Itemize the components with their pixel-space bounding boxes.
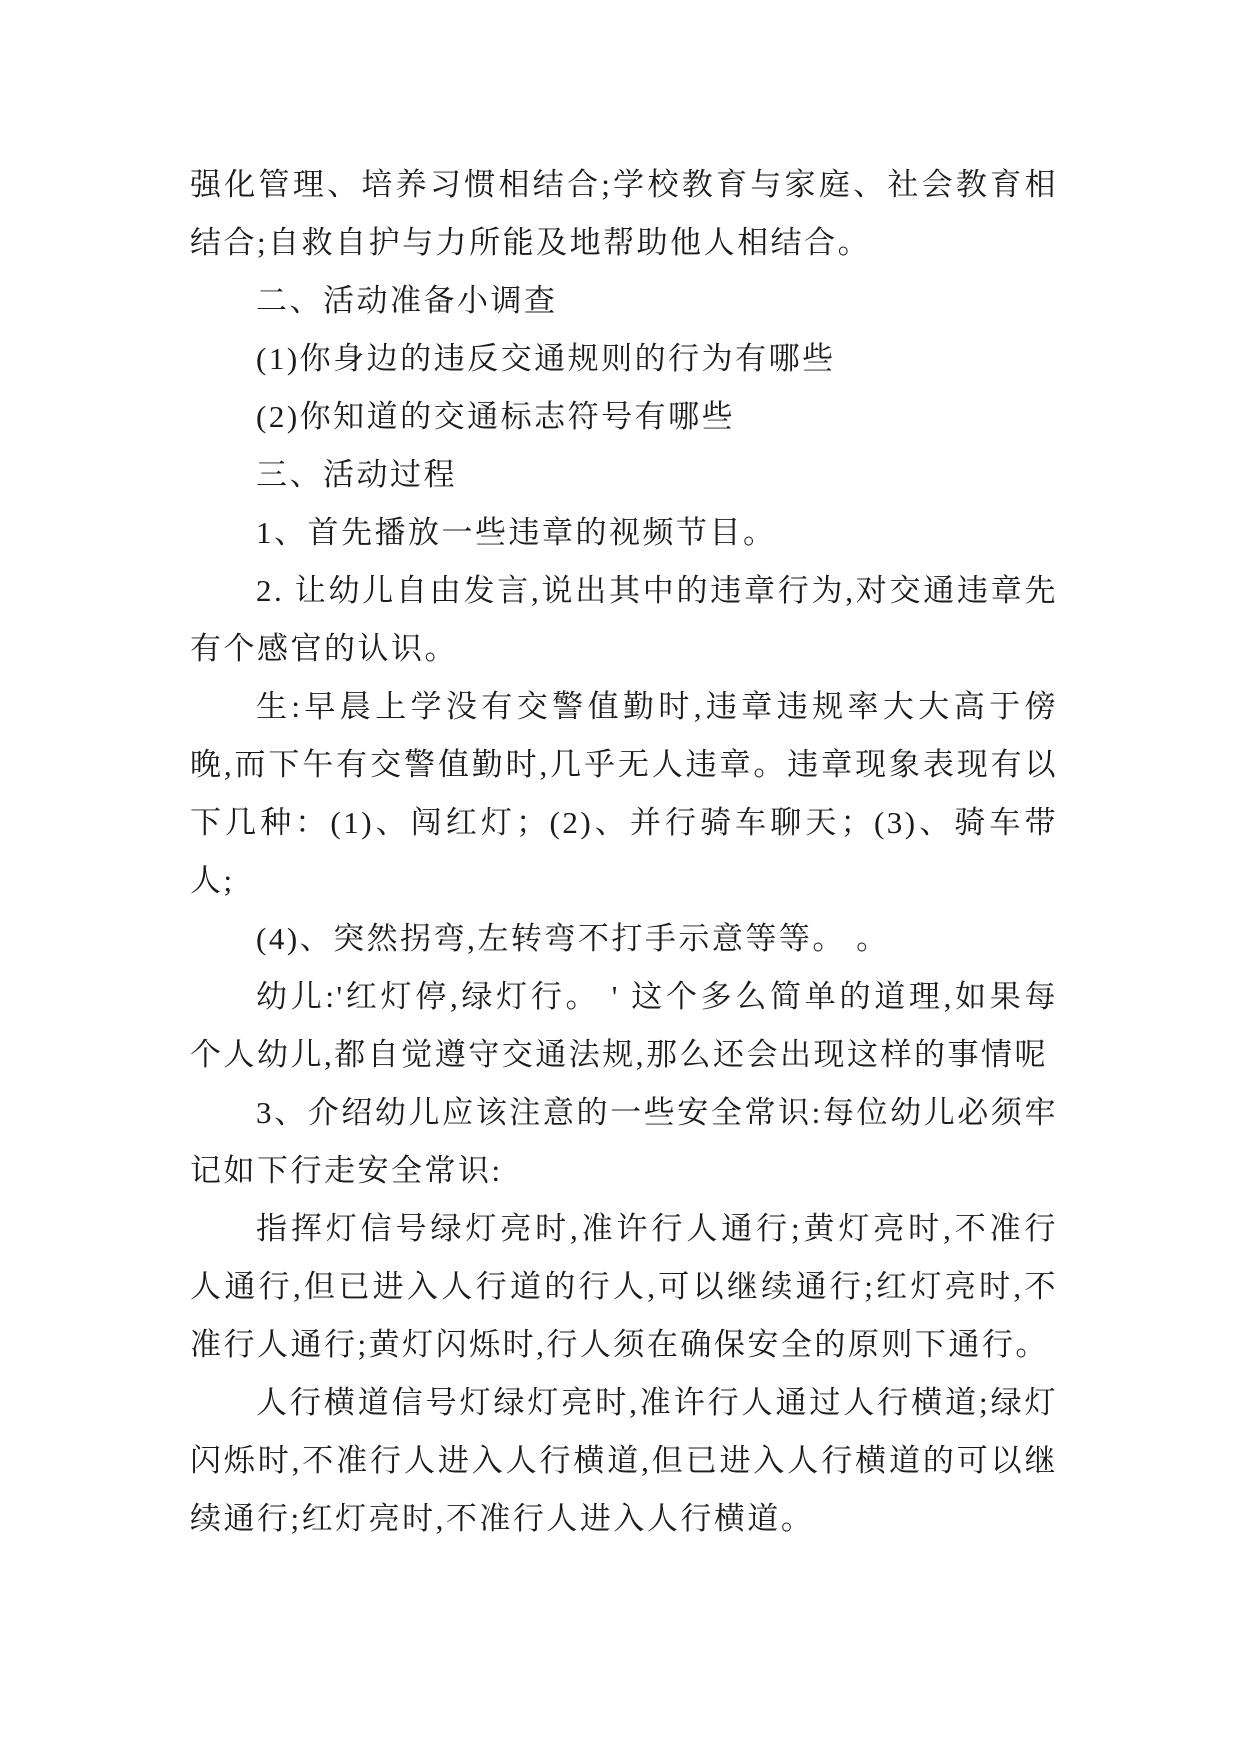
- document-body: [190, 156, 1058, 1548]
- paragraph-crosswalk-rules: 人行横道信号灯绿灯亮时,准许行人通过人行横道;绿灯闪烁时,不准行人进入人行横道,但已进入人行横道的可以继续通行;红灯亮时,不准行人进入人行横道。: [190, 1385, 1058, 1536]
- paragraph-continuation: 强化管理、培养习惯相结合;学校教育与家庭、社会教育相结合;自救自护与力所能及地帮助他人相结合。: [190, 167, 1058, 260]
- paragraph-step-1: 1、首先播放一些违章的视频节目。: [256, 515, 777, 550]
- paragraph-step-3: 3、介绍幼儿应该注意的一些安全常识:每位幼儿必须牢记如下行走安全常识:: [190, 1095, 1058, 1188]
- paragraph-item-4: (4)、突然拐弯,左转弯不打手示意等等。 。: [256, 921, 890, 956]
- paragraph-child-quote: 幼儿:'红灯停,绿灯行。 ' 这个多么简单的道理,如果每个人幼儿,都自觉遵守交通法规,那么还会出现这样的事情呢: [190, 979, 1058, 1072]
- paragraph-student-quote: 生:早晨上学没有交警值勤时,违章违规率大大高于傍晚,而下午有交警值勤时,几乎无人违章。违章现象表现有以下几种：(1)、闯红灯；(2)、并行骑车聊天；(3)、骑车带人;: [190, 689, 1058, 898]
- paragraph-heading-2: 二、活动准备小调查: [256, 283, 558, 318]
- paragraph-signal-rules: 指挥灯信号绿灯亮时,准许行人通行;黄灯亮时,不准行人通行,但已进入人行道的行人,可以继续通行;红灯亮时,不准行人通行;黄灯闪烁时,行人须在确保安全的原则下通行。: [190, 1211, 1058, 1362]
- paragraph-heading-3: 三、活动过程: [256, 457, 457, 492]
- paragraph-step-2: 2. 让幼儿自由发言,说出其中的违章行为,对交通违章先有个感官的认识。: [190, 573, 1058, 666]
- paragraph-item-1: (1)你身边的违反交通规则的行为有哪些: [256, 341, 836, 376]
- paragraph-item-2: (2)你知道的交通标志符号有哪些: [256, 399, 736, 434]
